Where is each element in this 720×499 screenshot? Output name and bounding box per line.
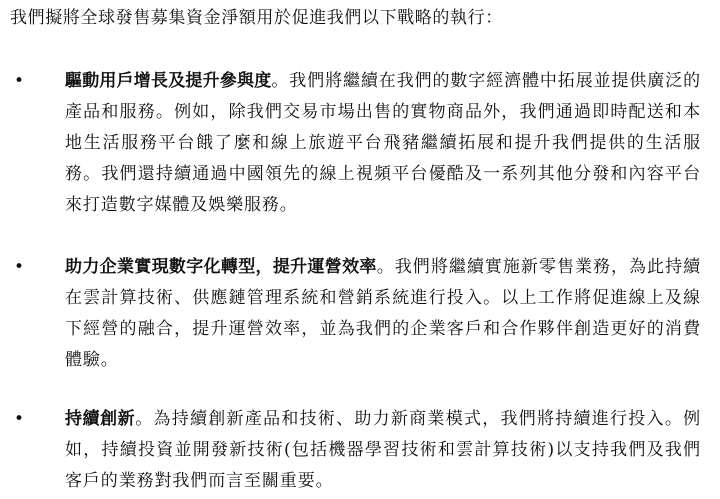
bullet-title: 驅動用戶增長及提升參與度	[65, 71, 272, 91]
bullet-title: 持續創新	[65, 409, 136, 429]
bullet-marker: •	[14, 257, 25, 277]
bullet-body: 。為持續創新產品和技術、助力新商業模式，我們將持續進行投入。例如，持續投資並開發新技術(包括機器學習技術和雲計算技術)以支持我們及我們客戶的業務對我們而言至關重要。	[65, 409, 701, 491]
bullet-body: 。我們將繼續實施新零售業務，為此持續在雲計算技術、供應鏈管理系統和營銷系統進行投入。以上工作將促進線上及線下經營的融合，提升運營效率，並為我們的企業客戶和合作夥伴創造更好的消費體驗。	[65, 257, 701, 370]
bullet-paragraph	[65, 66, 701, 221]
intro-paragraph: 我們擬將全球發售募集資金淨額用於促進我們以下戰略的執行：	[10, 8, 503, 28]
bullet-paragraph	[65, 404, 701, 497]
bullet-paragraph	[65, 252, 701, 376]
bullet-marker: •	[14, 71, 25, 91]
bullet-body: 。我們將繼續在我們的數字經濟體中拓展並提供廣泛的產品和服務。例如，除我們交易市場出售的實物商品外，我們通過即時配送和本地生活服務平台餓了麼和線上旅遊平台飛豬繼續拓展和提升我們提供的生活服務。我們還持續通過中國領先的線上視頻平台優酷及一系列其他分發和內容平台來打造數字媒體及娛樂服務。	[65, 71, 702, 215]
bullet-title: 助力企業實現數字化轉型，提升運營效率	[65, 257, 377, 277]
bullet-marker: •	[14, 409, 25, 429]
